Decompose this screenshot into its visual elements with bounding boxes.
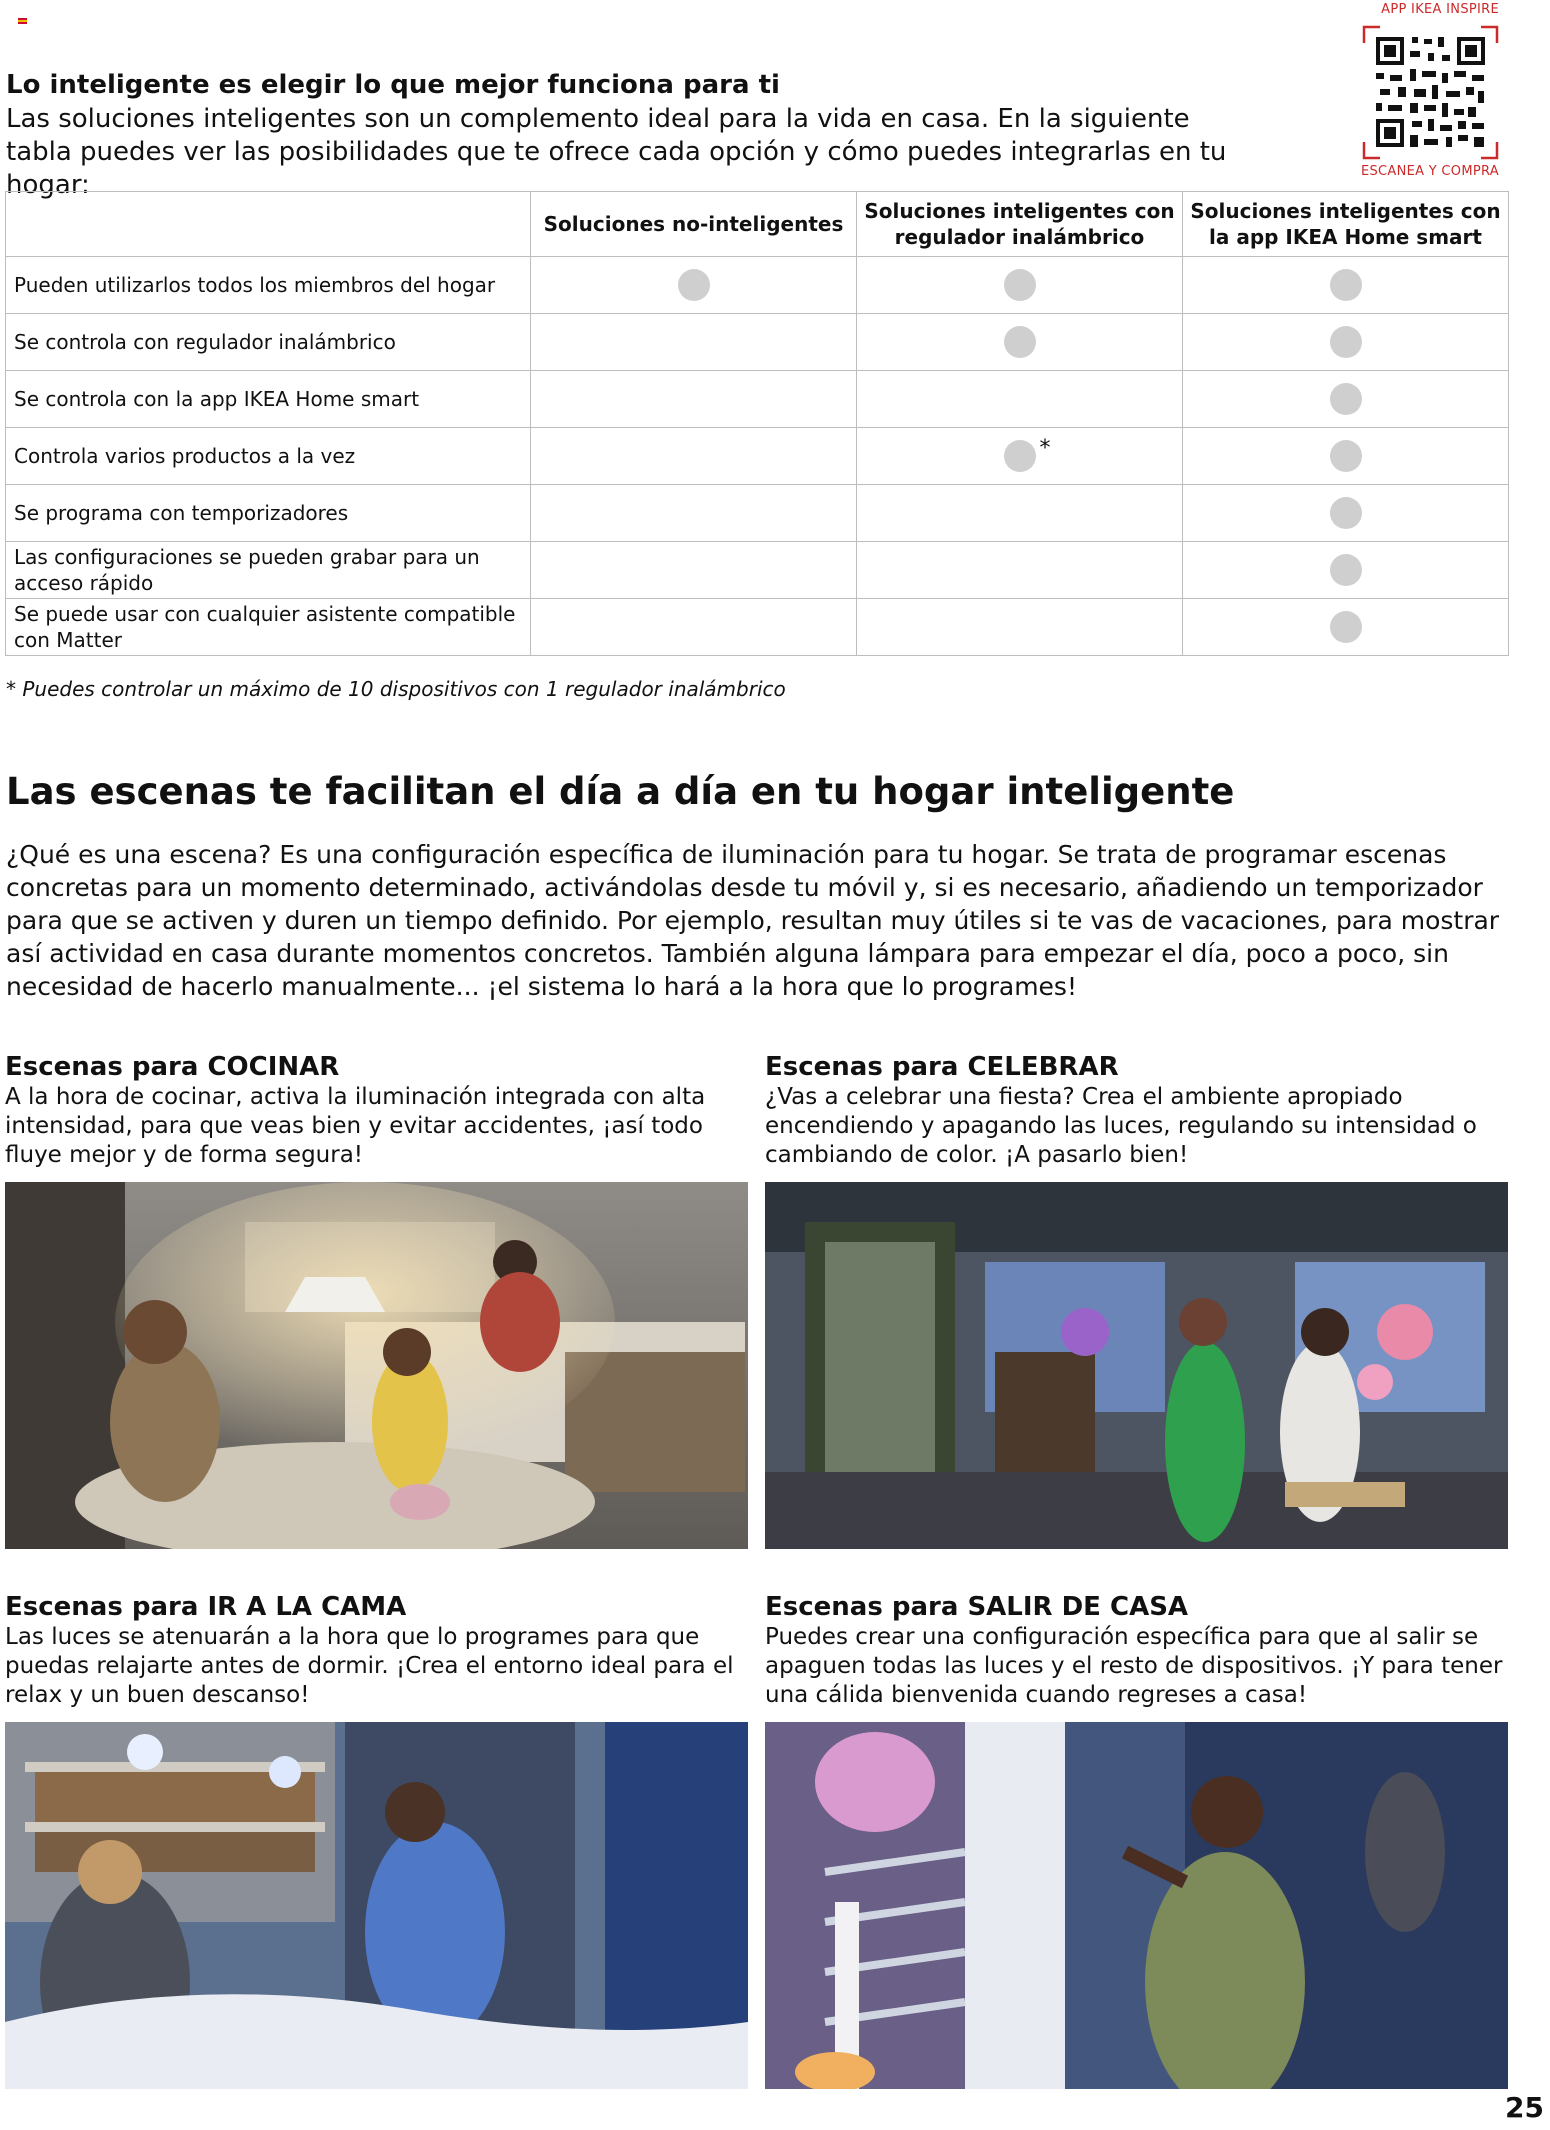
scene-title-cocinar: Escenas para COCINAR	[5, 1052, 340, 1082]
table-cell	[857, 599, 1183, 656]
table-cell	[1183, 257, 1509, 314]
comparison-table	[5, 191, 1509, 656]
row-label: Se puede usar con cualquier asistente compatible con Matter	[6, 599, 531, 656]
table-cell	[531, 314, 857, 371]
table-cell	[531, 257, 857, 314]
availability-dot	[1330, 611, 1362, 643]
row-label: Se controla con regulador inalámbrico	[6, 314, 531, 371]
table-cell	[857, 371, 1183, 428]
qr-code-icon[interactable]	[1362, 25, 1499, 160]
asterisk-mark: *	[1039, 436, 1051, 461]
qr-bottom-label: ESCANEA Y COMPRA	[1360, 164, 1499, 179]
row-label: Controla varios productos a la vez	[6, 428, 531, 485]
scene-text-cocinar: A la hora de cocinar, activa la iluminación integrada con alta intensidad, para que veas bien y evitar accidentes, ¡así todo fluye mejor y de forma segura!	[5, 1084, 706, 1168]
table-row	[6, 542, 1509, 599]
table-row	[6, 485, 1509, 542]
table-cell	[1183, 428, 1509, 485]
table-cell	[1183, 599, 1509, 656]
photo-party-scene	[765, 1182, 1508, 1549]
table-row	[6, 257, 1509, 314]
table-cell	[857, 257, 1183, 314]
availability-dot	[1330, 440, 1362, 472]
scene-text-celebrar: ¿Vas a celebrar una fiesta? Crea el ambiente apropiado encendiendo y apagando las luces, regulando su intensidad o cambiando de color. ¡A pasarlo bien!	[765, 1084, 1477, 1168]
table-header: Soluciones inteligentes con regulador inalámbrico	[857, 192, 1183, 257]
flag-icon	[18, 18, 27, 24]
intro-text: Las soluciones inteligentes son un complemento ideal para la vida en casa. En la siguiente tabla puedes ver las posibilidades que te ofrece cada opción y cómo puedes integrarlas en tu hogar:	[6, 104, 1227, 200]
table-cell	[857, 485, 1183, 542]
table-cell	[857, 314, 1183, 371]
row-label: Se controla con la app IKEA Home smart	[6, 371, 531, 428]
table-row	[6, 314, 1509, 371]
page-number: 25	[1505, 2091, 1544, 2124]
table-header: Soluciones inteligentes con la app IKEA Home smart	[1183, 192, 1509, 257]
row-label: Las configuraciones se pueden grabar para un acceso rápido	[6, 542, 531, 599]
table-header-row	[6, 192, 1509, 257]
section-text: ¿Qué es una escena? Es una configuración específica de iluminación para tu hogar. Se trata de programar escenas concretas para un momento determinado, activándolas desde tu móvil y, si es necesario, añadiendo un temporizador para que se activen y duren un tiempo definido. Por ejemplo, resultan muy útiles si te vas de vacaciones, para mostrar así actividad en casa durante momentos concretos. También alguna lámpara para empezar el día, poco a poco, sin necesidad de hacerlo manualmente... ¡el sistema lo hará a la hora que lo programes!	[6, 840, 1500, 1001]
availability-dot	[1330, 269, 1362, 301]
scene-text-salir: Puedes crear una configuración específica para que al salir se apaguen todas las luces y el resto de dispositivos. ¡Y para tener una cálida bienvenida cuando regreses a casa!	[765, 1624, 1503, 1708]
table-cell	[1183, 371, 1509, 428]
table-row	[6, 428, 1509, 485]
table-cell	[857, 542, 1183, 599]
scene-title-celebrar: Escenas para CELEBRAR	[765, 1052, 1119, 1082]
table-footnote: * Puedes controlar un máximo de 10 dispositivos con 1 regulador inalámbrico	[6, 677, 786, 701]
photo-kitchen-scene	[5, 1182, 748, 1549]
table-cell	[531, 371, 857, 428]
availability-dot	[1004, 436, 1051, 472]
intro-title: Lo inteligente es elegir lo que mejor funciona para ti	[6, 70, 780, 100]
qr-top-label: APP IKEA INSPIRE	[1381, 2, 1499, 17]
row-label: Se programa con temporizadores	[6, 485, 531, 542]
table-cell	[531, 542, 857, 599]
photo-bedroom-scene	[5, 1722, 748, 2089]
table-cell	[1183, 314, 1509, 371]
scene-title-cama: Escenas para IR A LA CAMA	[5, 1592, 407, 1622]
table-cell	[857, 428, 1183, 485]
availability-dot	[1330, 554, 1362, 586]
availability-dot	[1330, 383, 1362, 415]
table-header: Soluciones no-inteligentes	[531, 192, 857, 257]
table-cell	[531, 428, 857, 485]
scene-title-salir: Escenas para SALIR DE CASA	[765, 1592, 1189, 1622]
row-label: Pueden utilizarlos todos los miembros del hogar	[6, 257, 531, 314]
table-cell	[1183, 485, 1509, 542]
scene-text-cama: Las luces se atenuarán a la hora que lo programes para que puedas relajarte antes de dormir. ¡Crea el entorno ideal para el relax y un buen descanso!	[5, 1624, 734, 1708]
photo-leaving-home-scene	[765, 1722, 1508, 2089]
table-header-empty	[6, 192, 531, 257]
table-row	[6, 599, 1509, 656]
availability-dot	[1330, 497, 1362, 529]
table-cell	[531, 599, 857, 656]
availability-dot	[1004, 269, 1036, 301]
table-row	[6, 371, 1509, 428]
availability-dot	[1004, 326, 1036, 358]
section-title: Las escenas te facilitan el día a día en tu hogar inteligente	[6, 770, 1235, 813]
availability-dot	[678, 269, 710, 301]
availability-dot	[1330, 326, 1362, 358]
table-cell	[1183, 542, 1509, 599]
table-cell	[531, 485, 857, 542]
